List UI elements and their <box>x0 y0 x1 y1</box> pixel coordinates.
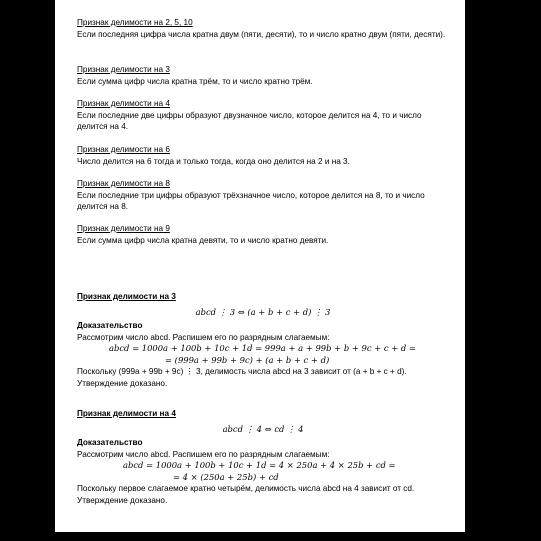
rule-title: Признак делимости на 6 <box>77 145 170 154</box>
proof-3 <box>77 291 449 389</box>
rule-title: Признак делимости на 4 <box>77 99 170 108</box>
rule-title: Признак делимости на 3 <box>77 65 170 74</box>
rule-text: Если последние три цифры образуют трёхзначное число, которое делится на 8, то и число делится на 8. <box>77 190 425 211</box>
proof-statement: abcd ⋮ 3 ⇔ (a + b + c + d) ⋮ 3 <box>195 306 331 317</box>
rule-4 <box>77 98 449 133</box>
rule-text: Если сумма цифр числа кратна девяти, то и число кратно девяти. <box>77 235 329 245</box>
rule-text: Если последние две цифры образуют двузначное число, которое делится на 4, то и число делится на 4. <box>77 110 422 131</box>
proof-qed: Утверждение доказано. <box>77 495 168 505</box>
rule-title: Признак делимости на 2, 5, 10 <box>77 18 193 27</box>
proof-intro: Рассмотрим число abcd. Распишем его по разрядным слагаемым: <box>77 449 330 459</box>
proof-statement: abcd ⋮ 4 ⇔ cd ⋮ 4 <box>222 423 304 434</box>
rule-text: Если сумма цифр числа кратна трём, то и число кратно трём. <box>77 76 313 86</box>
proof-label: Доказательство <box>77 438 143 447</box>
rule-text: Число делится на 6 тогда и только тогда, когда оно делится на 2 и на 3. <box>77 156 350 166</box>
rule-8 <box>77 178 449 213</box>
proof-equation-1: abcd = 1000a + 100b + 10c + 1d = 999a + a + 99b + b + 9c + c + d = <box>109 343 416 353</box>
proof-qed: Утверждение доказано. <box>77 378 168 388</box>
proof-intro: Рассмотрим число abcd. Распишем его по разрядным слагаемым: <box>77 332 330 342</box>
rule-title: Признак делимости на 9 <box>77 224 170 233</box>
proof-equation-2: = (999a + 99b + 9c) + (a + b + c + d) <box>165 354 330 365</box>
rule-2-5-10 <box>77 17 449 40</box>
proof-equation-1: abcd = 1000a + 100b + 10c + 1d = 4 × 250a + 4 × 25b + cd = <box>123 460 396 470</box>
proof-title: Признак делимости на 4 <box>77 409 176 418</box>
proof-title: Признак делимости на 3 <box>77 292 176 301</box>
proof-equation-2: = 4 × (250a + 25b) + cd <box>173 471 279 482</box>
proof-label: Доказательство <box>77 321 143 330</box>
proof-conclusion: Поскольку первое слагаемое кратно четырём, делимость числа abcd на 4 зависит от cd. <box>77 484 415 493</box>
document-page <box>55 0 465 532</box>
rule-3 <box>77 64 449 87</box>
rule-text: Если последняя цифра числа кратна двум (пяти, десяти), то и число кратно двум (пяти, десяти). <box>77 29 446 39</box>
rule-title: Признак делимости на 8 <box>77 179 170 188</box>
proof-conclusion: Поскольку (999a + 99b + 9c) ⋮ 3, делимость числа abcd на 3 зависит от (a + b + c + d). <box>77 367 407 376</box>
rule-6 <box>77 144 449 167</box>
proof-4 <box>77 408 449 506</box>
rule-9 <box>77 223 449 246</box>
